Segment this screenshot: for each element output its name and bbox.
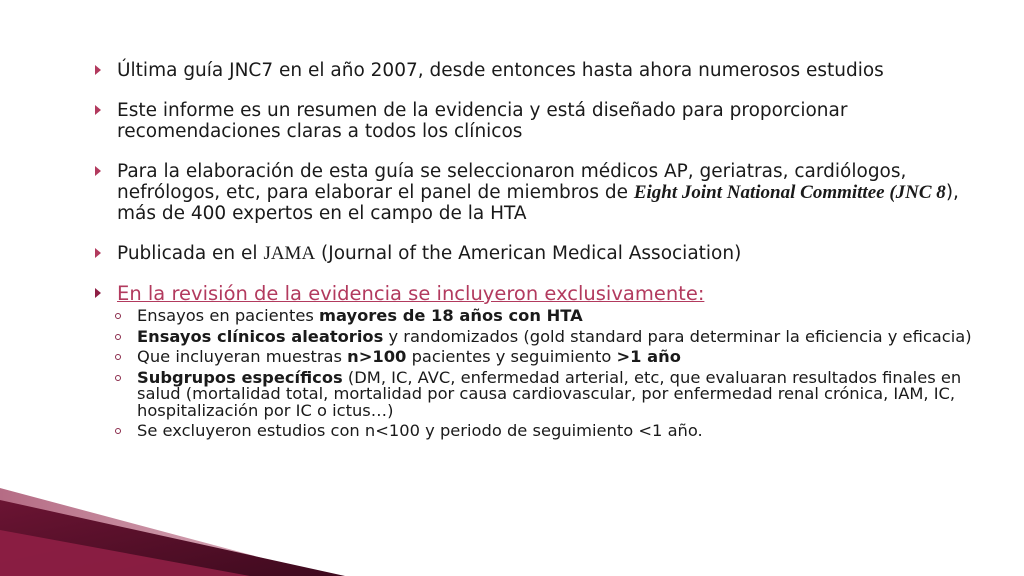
jnc8-label: JNC 8 bbox=[895, 182, 946, 203]
subbullet-subgrupos: Subgrupos específicos (DM, IC, AVC, enfermedad arterial, etc, que evaluaran resultados finales en salud (mortalidad total, mortalidad por causa cardiovascular, por enfermedad renal crónica, IAM, IC, hospitalización por IC o ictus…) bbox=[95, 370, 985, 420]
ring-bullet-icon bbox=[115, 375, 121, 381]
ring-bullet-icon bbox=[115, 354, 121, 360]
subbullet-ensayos: Ensayos clínicos aleatorios y randomizados (gold standard para determinar la eficiencia y eficacia) bbox=[95, 329, 985, 346]
jama-label: JAMA bbox=[263, 243, 316, 264]
subbullet-muestras: Que incluyeran muestras n>100 pacientes y seguimiento >1 año bbox=[95, 349, 985, 366]
arrow-bullet-icon bbox=[95, 288, 101, 298]
ring-bullet-icon bbox=[115, 313, 121, 319]
bullet-text: Este informe es un resumen de la evidencia y está diseñado para proporcionar recomendaciones claras a todos los clínicos bbox=[117, 100, 848, 142]
bullet-text-end: (Journal of the American Medical Association) bbox=[315, 243, 742, 264]
bullet-elaboracion: Para la elaboración de esta guía se seleccionaron médicos AP, geriatras, cardiólogos, nefrólogos, etc, para elaborar el panel de miembros de Eight Joint National Committee (JNC 8), más de 400 expertos en el campo de la HTA bbox=[95, 161, 985, 224]
bullet-revision bbox=[95, 283, 985, 305]
bullet-text: Última guía JNC7 en el año 2007, desde entonces hasta ahora numerosos estudios bbox=[117, 60, 884, 81]
arrow-bullet-icon bbox=[95, 65, 101, 75]
arrow-bullet-icon bbox=[95, 105, 101, 115]
highlighted-heading: En la revisión de la evidencia se incluyeron exclusivamente: bbox=[117, 282, 705, 305]
ring-bullet-icon bbox=[115, 334, 121, 340]
subbullet-excluidos: Se excluyeron estudios con n<100 y periodo de seguimiento <1 año. bbox=[95, 423, 985, 440]
arrow-bullet-icon bbox=[95, 248, 101, 258]
bullet-informe bbox=[95, 100, 985, 142]
bullet-jama bbox=[95, 243, 985, 264]
bullet-text-end: ), más de 400 expertos en el campo de la HTA bbox=[117, 182, 959, 224]
committee-name: Eight Joint National Committee bbox=[633, 182, 885, 203]
arrow-bullet-icon bbox=[95, 166, 101, 176]
bullet-text: Publicada en el bbox=[117, 243, 264, 264]
ring-bullet-icon bbox=[115, 428, 121, 434]
bullet-text: Para la elaboración de esta guía se seleccionaron médicos AP, geriatras, cardiólogos, nefrólogos, etc, para elaborar el panel de miembros de bbox=[117, 161, 907, 203]
subbullet-pacientes: Ensayos en pacientes mayores de 18 años con HTA bbox=[95, 308, 985, 325]
bullet-content bbox=[95, 60, 985, 440]
bullet-jnc7 bbox=[95, 60, 985, 81]
